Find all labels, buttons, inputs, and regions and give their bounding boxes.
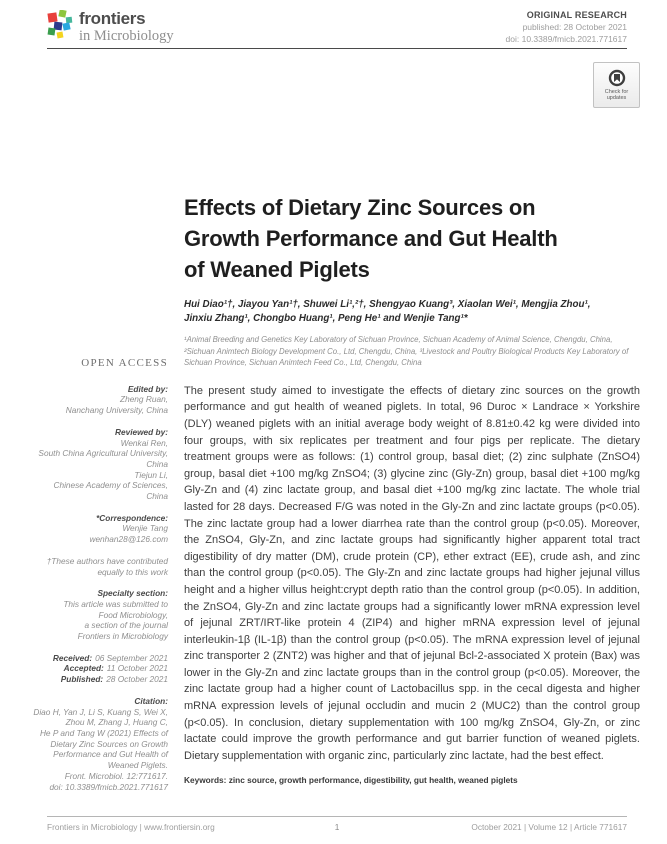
- logo-tile: [48, 28, 56, 36]
- article-meta: [506, 10, 627, 44]
- citation-line: Weaned Piglets.: [107, 760, 168, 771]
- correspondence-section: [28, 513, 168, 545]
- specialty-line: Frontiers in Microbiology: [77, 631, 168, 642]
- keywords-line: Keywords: zinc source, growth performance, digestibility, gut health, weaned piglets: [184, 775, 518, 786]
- citation-heading: Citation:: [134, 695, 168, 706]
- citation-line: Diao H, Yan J, Li S, Kuang S, Wei X,: [33, 706, 168, 717]
- author-list: [184, 298, 640, 325]
- correspondence-email[interactable]: wenhan28@126.com: [89, 534, 168, 545]
- reviewer-affiliation: Chinese Academy of Sciences,: [53, 480, 168, 491]
- logo-brand: frontiers: [79, 9, 146, 28]
- logo-tile: [57, 32, 64, 39]
- specialty-section: [28, 588, 168, 642]
- accepted-date: [28, 663, 168, 674]
- bookmark-circle-icon: [608, 69, 626, 87]
- affiliations: ¹Animal Breeding and Genetics Key Laboratory of Sichuan Province, Sichuan Academy of Animal Science, Chengdu, China, ²Sichuan Animtech Biology Development Co., Ltd, Chengdu, China, ³Livestock and Poultry Biological Products Key Laboratory of Sichuan Province, Sichuan Animtech Feed Co., Ltd, Chengdu, China: [184, 335, 629, 368]
- citation-line: Zhou M, Zhang J, Huang C,: [65, 717, 168, 728]
- citation-line: Front. Microbiol. 12:771617.: [64, 770, 168, 781]
- logo-text: [79, 10, 174, 44]
- title-line: of Weaned Piglets: [184, 257, 370, 282]
- correspondence-name: Wenjie Tang: [122, 523, 168, 534]
- badge-label-line1: Check for: [604, 88, 629, 95]
- footer-issue-info: October 2021 | Volume 12 | Article 771617: [471, 822, 627, 832]
- citation-line: Dietary Zinc Sources on Growth: [50, 738, 168, 749]
- citation-doi[interactable]: doi: 10.3389/fmicb.2021.771617: [49, 781, 168, 792]
- specialty-heading: Specialty section:: [97, 588, 168, 599]
- citation-section: [28, 696, 168, 792]
- published-date: published: 28 October 2021: [522, 22, 627, 32]
- reviewer-name: Wenkai Ren,: [120, 437, 168, 448]
- open-access-label: OPEN ACCESS: [81, 357, 168, 369]
- title-line: Effects of Dietary Zinc Sources on: [184, 195, 536, 220]
- article-type-label: ORIGINAL RESEARCH: [526, 10, 627, 20]
- sidebar: [28, 358, 168, 803]
- reviewer-name: Tiejun Li,: [134, 469, 168, 480]
- reviewed-by-section: [28, 427, 168, 502]
- correspondence-heading: *Correspondence:: [96, 512, 168, 523]
- article-title: [184, 192, 640, 285]
- header: [47, 10, 627, 44]
- editor-name: Zheng Ruan,: [120, 394, 168, 405]
- accepted-label: Accepted:: [63, 663, 104, 674]
- specialty-line: This article was submitted to: [63, 598, 168, 609]
- logo-tile: [62, 22, 70, 30]
- citation-line: Performance and Gut Health of: [53, 749, 168, 760]
- footer-journal-url[interactable]: Frontiers in Microbiology | www.frontiersin.org: [47, 822, 215, 832]
- reviewer-affiliation: South China Agricultural University,: [38, 448, 168, 459]
- badge-label-line2: updates: [606, 95, 627, 101]
- author-line: Hui Diao¹†, Jiayou Yan¹†, Shuwei Li¹,²†, Shengyao Kuang³, Xiaolan Wei¹, Mengjia Zhou¹,: [184, 299, 591, 310]
- frontiers-mosaic-icon: [47, 10, 73, 39]
- published-date-side: [28, 674, 168, 685]
- editor-affiliation: Nanchang University, China: [65, 405, 168, 416]
- received-date: [28, 653, 168, 664]
- abstract-text: The present study aimed to investigate the effects of dietary zinc sources on the growth performance and gut health of weaned piglets. In total, 96 Duroc × Landrace × Yorkshire (DLY) weaned piglets with an initial average body weight of 8.81±0.42 kg were divided into four groups, with six replicates per treatment and four pigs per replicate. The dietary treatment groups were as follows: (1) control group, basal diet; (2) zinc sulphate (ZnSO4) group, basal diet +100 mg/kg ZnSO4; (3) glycine zinc (Gly-Zn) group, basal diet +100 mg/kg Gly-Zn and (4) zinc lactate group, and basal diet +100 mg/kg zinc lactate. The whole trial lasted for 28 days. Decreased F/G was noted in the Gly-Zn and zinc lactate groups (p<0.05). The zinc lactate group had a lower diarrhea rate than the control group (p<0.05). Moreover, the ZnSO4, Gly-Zn, and zinc lactate groups had significantly higher apparent total tract digestibility of dry matter (DM), crude protein (CP), ether extract (EE), crude ash, and zinc than the control group (p<0.05). The Gly-Zn and zinc lactate groups had higher jejunal villus height and a higher villus height:crypt depth ratio than the control group (p<0.05). In addition, the ZnSO4, Gly-Zn and zinc lactate groups had a significantly lower mRNA expression level of jejunal ZRT/IRT-like protein 4 (ZIP4) and higher mRNA expression level of jejunal interleukin-1β (IL-1β) than the control group (p<0.05). The mRNA expression level of jejunal zinc transporter 2 (ZNT2) was higher and that of jejunal Bcl-2-associated X protein (Bax) was lower in the Gly-Zn and zinc lactate groups than in the control group (p<0.05). Moreover, the zinc lactate group had a higher count of Lactobacillus spp. in the cecal digesta and higher mRNA expression levels of jejunal occludin and mucin 2 (MUC2) than the control group (p<0.05). In conclusion, dietary supplementation with 100 mg/kg ZnSO4, Gly-Zn, or zinc lactate could improve the growth performance and gut barrier function of weaned piglets. Dietary supplementation with organic zinc, particularly zinc lactate, had the best effect.: [184, 384, 640, 762]
- article-body: [184, 192, 640, 785]
- article-history-section: [28, 653, 168, 685]
- edited-by-heading: Edited by:: [127, 383, 168, 394]
- logo-tile: [58, 10, 66, 18]
- header-divider: [47, 48, 627, 49]
- page-number: 1: [334, 822, 340, 832]
- footer: [47, 822, 627, 832]
- logo-tile: [47, 12, 57, 22]
- reviewer-affiliation: China: [146, 491, 168, 502]
- logo-tile: [66, 17, 73, 24]
- specialty-line: Food Microbiology,: [98, 609, 168, 620]
- published-value: 28 October 2021: [106, 674, 168, 685]
- reviewed-by-heading: Reviewed by:: [114, 426, 168, 437]
- specialty-line: a section of the journal: [84, 620, 168, 631]
- doi-link[interactable]: doi: 10.3389/fmicb.2021.771617: [505, 34, 627, 44]
- accepted-value: 11 October 2021: [106, 663, 168, 674]
- received-label: Received:: [52, 652, 93, 663]
- reviewer-affiliation: China: [146, 458, 168, 469]
- check-for-updates-badge[interactable]: [593, 62, 640, 108]
- logo-journal-name: in Microbiology: [79, 28, 174, 44]
- frontiers-logo[interactable]: [47, 10, 174, 44]
- received-value: 06 September 2021: [95, 652, 168, 663]
- author-line: Jinxiu Zhang¹, Chongbo Huang¹, Peng He¹ and Wenjie Tang¹*: [184, 312, 468, 324]
- equal-contribution-note: [28, 556, 168, 577]
- citation-line: He P and Tang W (2021) Effects of: [39, 727, 168, 738]
- edited-by-section: [28, 384, 168, 416]
- footer-divider: [47, 816, 627, 817]
- equal-contribution-line: equally to this work: [97, 566, 168, 577]
- badge-label: [605, 89, 629, 102]
- published-label: Published:: [60, 674, 104, 685]
- equal-contribution-line: †These authors have contributed: [46, 555, 168, 566]
- title-line: Growth Performance and Gut Health: [184, 226, 558, 251]
